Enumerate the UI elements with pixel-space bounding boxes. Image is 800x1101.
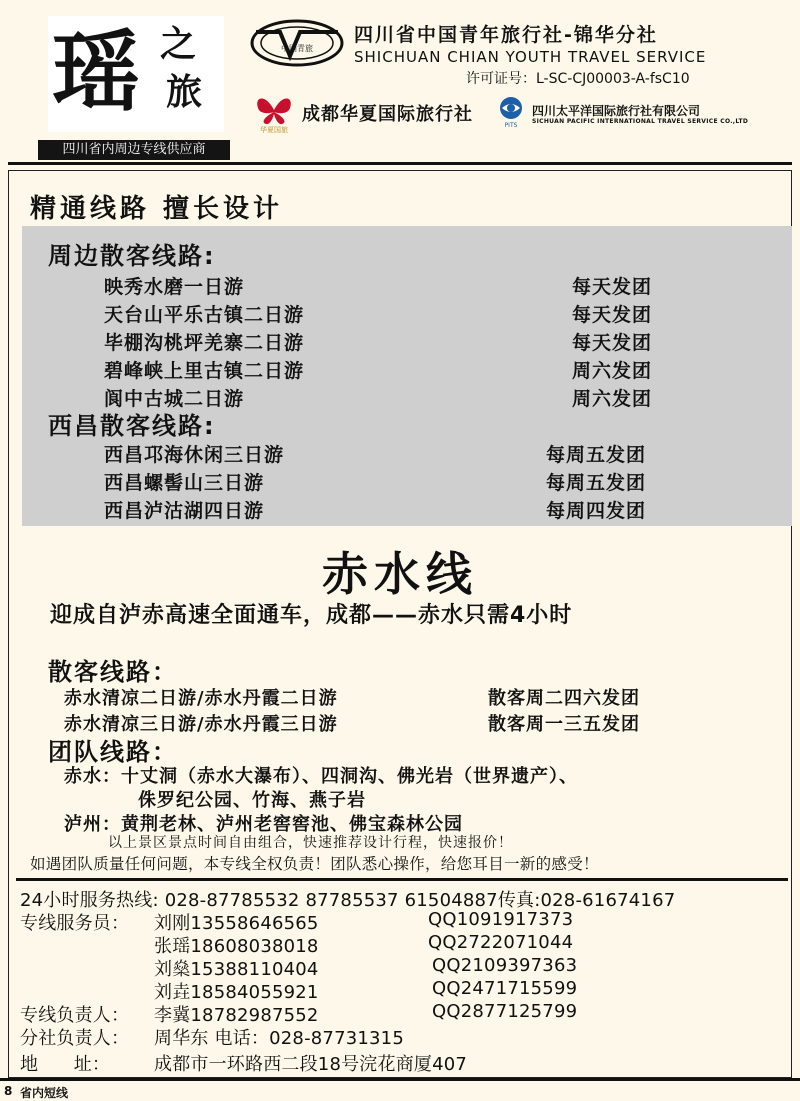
route-schedule: 每天发团: [572, 332, 653, 354]
huaxia-badge-text: 华夏国旅: [260, 126, 288, 134]
staff-contact: 刘垚18584055921: [154, 982, 319, 1003]
route-schedule: 每周五发团: [546, 472, 647, 494]
route-schedule: 周六发团: [572, 388, 653, 410]
hotline: 24小时服务热线: 028-87785532 87785537 61504887传真:028-61674167: [20, 890, 676, 911]
contact-divider: [16, 878, 788, 881]
staff-qq: QQ2109397363: [432, 955, 578, 976]
route-name: 映秀水磨一日游: [104, 276, 245, 298]
slogan: 精通线路 擅长设计: [30, 194, 284, 224]
staff-contact: 刘燊15388110404: [154, 959, 319, 980]
staff-qq: QQ1091917373: [428, 909, 574, 930]
address-label: 地 址：: [20, 1054, 111, 1075]
logo-lv-char: 旅: [166, 71, 203, 113]
route-name: 西昌螺髻山三日游: [104, 472, 265, 494]
footer-divider: [0, 1078, 800, 1081]
huaxia-name: 成都华夏国际旅行社: [302, 104, 473, 125]
manager-qq: QQ2877125799: [432, 1001, 578, 1022]
branch-label: 分社负责人：: [20, 1028, 130, 1049]
staff-qq: QQ2471715599: [432, 978, 578, 999]
chishui-title: 赤水线: [322, 547, 478, 601]
staff-contact: 张瑶18608038018: [154, 936, 319, 957]
pacific-globe-icon: [498, 96, 524, 130]
route-schedule: 每天发团: [572, 276, 653, 298]
route-name: 天台山平乐古镇二日游: [104, 304, 305, 326]
staff-qq: QQ2722071044: [428, 932, 574, 953]
manager-contact: 李冀18782987552: [154, 1005, 319, 1026]
logo-zhi-char: 之: [160, 23, 197, 65]
route-schedule: 散客周二四六发团: [488, 688, 640, 709]
header: [0, 0, 800, 170]
route-schedule: 每周四发团: [546, 500, 647, 522]
route-schedule: 周六发团: [572, 360, 653, 382]
individual-routes-title: 散客线路：: [48, 658, 178, 686]
route-schedule: 散客周一三五发团: [488, 714, 640, 735]
note-itinerary: 以上景区景点时间自由组合，快速推荐设计行程，快速报价！: [108, 835, 513, 851]
cyts-logo-text: 中国青旅: [281, 44, 313, 53]
route-name: 赤水清凉二日游/赤水丹霞二日游: [64, 688, 338, 709]
page-number: 8: [4, 1084, 13, 1098]
address: 成都市一环路西二段18号浣花商厦407: [154, 1054, 468, 1075]
branch-contact: 周华东 电话：028-87731315: [154, 1028, 404, 1049]
huaxia-butterfly-icon: [252, 90, 296, 134]
note-guarantee: 如遇团队质量任何问题，本专线全权负责！团队悉心操作，给您耳目一新的感受！: [30, 855, 599, 873]
cyts-logo-icon: [250, 18, 344, 68]
route-name: 毕棚沟桃坪羌寨二日游: [104, 332, 305, 354]
cyts-english-name: SHICHUAN CHIAN YOUTH TRAVEL SERVICE: [354, 48, 707, 66]
route-schedule: 每周五发团: [546, 444, 647, 466]
route-name: 碧峰峡上里古镇二日游: [104, 360, 305, 382]
yaozhilv-logo: [48, 16, 224, 132]
route-name: 西昌邛海休闲三日游: [104, 444, 285, 466]
page-section: 省内短线: [20, 1086, 69, 1100]
periphery-title: 周边散客线路:: [48, 242, 216, 270]
route-name: 西昌泸沽湖四日游: [104, 500, 265, 522]
supplier-tag: 四川省内周边专线供应商: [38, 140, 230, 160]
pacific-badge-text: PITS: [504, 122, 518, 129]
manager-label: 专线负责人：: [20, 1005, 130, 1026]
cyts-name: 四川省中国青年旅行社-锦华分社: [354, 24, 658, 46]
route-name: 阆中古城二日游: [104, 388, 245, 410]
route-schedule: 每天发团: [572, 304, 653, 326]
logo-main-char: 瑶: [52, 20, 141, 124]
group-route-line: 侏罗纪公园、竹海、燕子岩: [138, 790, 366, 811]
group-route-line: 赤水：十丈洞（赤水大瀑布）、四洞沟、佛光岩（世界遗产）、: [64, 766, 578, 787]
group-routes-title: 团队线路：: [48, 738, 178, 766]
route-name: 赤水清凉三日游/赤水丹霞三日游: [64, 714, 338, 735]
chishui-subtitle: 迎成自泸赤高速全面通车，成都——赤水只需4小时: [50, 603, 573, 628]
group-route-line: 泸州：黄荆老林、泸州老窖窖池、佛宝森林公园: [64, 814, 463, 835]
xichang-title: 西昌散客线路:: [48, 412, 216, 440]
staff-contact: 刘刚13558646565: [154, 913, 319, 934]
staff-label: 专线服务员：: [20, 913, 130, 934]
pacific-name: 四川太平洋国际旅行社有限公司: [532, 104, 701, 118]
header-divider: [8, 162, 792, 165]
pacific-english-name: SICHUAN PACIFIC INTERNATIONAL TRAVEL SERVICE CO.,LTD: [532, 118, 749, 125]
license-number: 许可证号：L-SC-CJ00003-A-fsC10: [466, 71, 690, 87]
